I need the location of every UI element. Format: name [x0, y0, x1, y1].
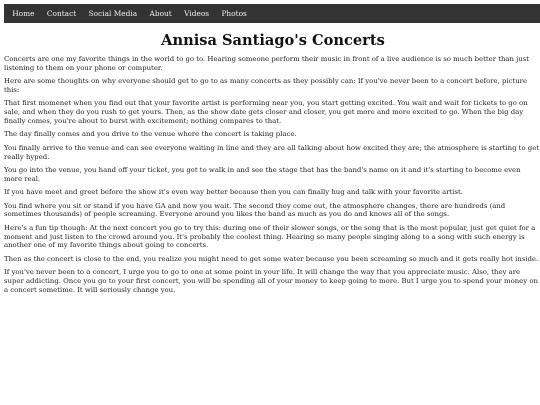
paragraph-find-seat: You find where you sit or stand if you have GA and now you wait. The second they come out, the atmosphere changes, there are hundreds (and sometimes thousands) of people screaming. Everyone around you likes the band as much as you do and knows all of the songs. — [4, 201, 506, 219]
paragraph-end-of-concert: Then as the concert is close to the end, you realize you might need to get some water because you been screaming so much and it gets really hot inside. — [4, 254, 539, 263]
paragraph-go-into-venue: You go into the venue, you hand off your ticket, you get to walk in and see the stage that has the band's name on it and it's starting to become even more real. — [4, 165, 521, 183]
top-navbar — [4, 4, 540, 23]
paragraph-drive-to-venue: The day finally comes and you drive to the venue where the concert is taking place. — [4, 130, 297, 139]
nav-link-about[interactable]: About — [149, 9, 172, 18]
nav-link-social-media[interactable]: Social Media — [88, 9, 138, 18]
paragraph-arrive-venue: You finally arrive to the venue and can see everyone waiting in line and they are all talking about how excited they are; the atmosphere is starting to get really hyped. — [4, 143, 540, 161]
nav-link-contact[interactable]: Contact — [46, 9, 77, 18]
nav-link-home[interactable]: Home — [12, 9, 35, 18]
paragraph-fun-tip: Here's a fun tip though: At the next concert you go to try this: during one of their slower songs, or the song that is the most popular, just get quiet for a moment and just listen to the crowd around you. It's probably the coolest thing. Hearing so many people singing along to a song with such energy is another one of my favorite things about going to concerts. — [4, 223, 536, 250]
page-title: Annisa Santiago's Concerts — [161, 32, 385, 49]
paragraph-urge: If you've never been to a concert, I urge you to go to one at some point in your life. It will change the way that you appreciate music. Also, they are super addicting. Once you go to your first concert, you will be spending all of your money to keep going to more. But I urge you to spend your money on a concert sometime. It will seriously change you. — [4, 268, 538, 294]
nav-link-videos[interactable]: Videos — [184, 9, 210, 18]
paragraph-intro: Concerts are one my favorite things in the world to go to. Hearing someone perform their music in front of a live audience is so much better than just listening to them on your phone or computer. — [4, 55, 530, 72]
paragraph-first-moment: That first momenet when you find out that your favorite artist is performing near you, you start getting excited. You wait and wait for tickets to go on sale, and when they do you rush to get yours. Then, as the show date gets closer and closer, you get more and more excited to go. When the big day finally comes, you're about to burst with excitement; nothing compares to that. — [4, 99, 528, 125]
nav-link-photos[interactable]: Photos — [221, 9, 247, 18]
main-content — [4, 30, 540, 299]
paragraph-thoughts: Here are some thoughts on why everyone should get to go to as many concerts as they possibly can: If you've never been to a concert before, picture this: — [4, 77, 528, 94]
paragraph-meet-and-greet: If you have meet and greet before the show it's even way better because then you can finally hug and talk with your favorite artist. — [4, 188, 463, 197]
